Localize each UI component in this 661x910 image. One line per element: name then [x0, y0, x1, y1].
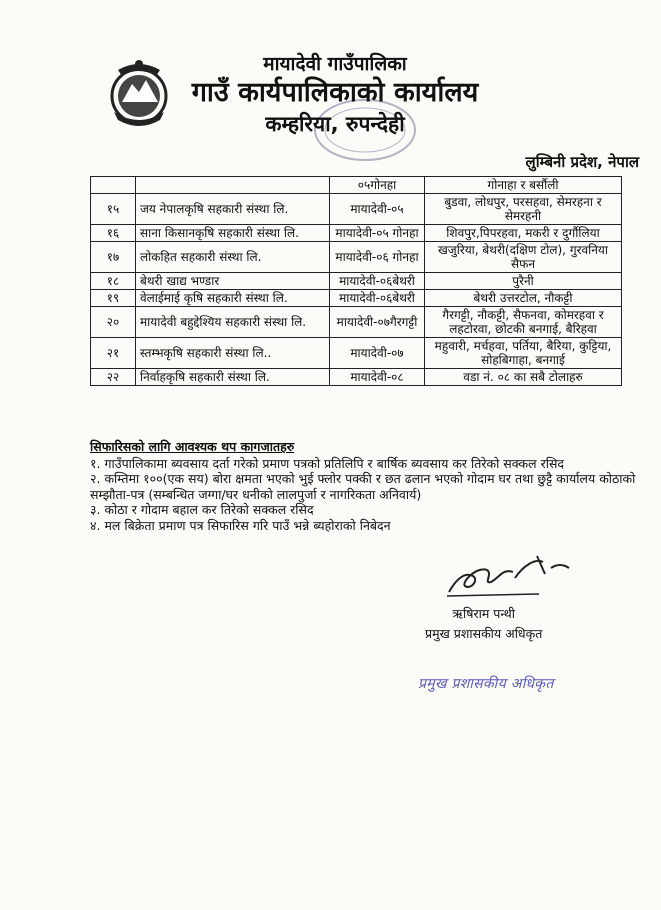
designation-stamp: प्रमुख प्रशासकीय अधिकृत	[418, 676, 554, 692]
required-documents	[90, 439, 650, 533]
nepal-government-emblem-icon	[104, 56, 174, 132]
document-item: २. कम्तिमा १००(एक सय) बोरा क्षमता भएको भुई फ्लोर पक्की र छत ढलान भएको गोदाम घर तथा छुट्टै कार्यालय कोठाको सम्झौता-पत्र (सम्बन्धित जग्गा/घर धनीको लालपुर्जा र नागरिकता अनिवार्य)	[90, 471, 636, 502]
name-cell: मायादेवी बहुद्देश्यिय सहकारी संस्था लि.	[136, 307, 330, 338]
name-cell: साना किसानकृषि सहकारी संस्था लि.	[136, 225, 330, 242]
address-cell: मायादेवी-०६बेथरी	[330, 290, 425, 307]
area-cell: शिवपुर,पिपरहवा, मकरी र दुर्गौलिया	[425, 225, 622, 242]
address-cell: मायादेवी-०७	[330, 338, 425, 369]
table-row	[91, 369, 622, 386]
area-cell: खजुरिया, बेथरी(दक्षिण टोल), गुरवनिया सैफन	[425, 242, 622, 273]
signature-icon	[443, 548, 573, 600]
serial-cell: २०	[91, 307, 136, 338]
address-cell: मायादेवी-०५ गोनहा	[330, 225, 425, 242]
serial-cell: २१	[91, 338, 136, 369]
address-cell: मायादेवी-०६बेथरी	[330, 273, 425, 290]
table-row	[91, 290, 622, 307]
serial-cell: १६	[91, 225, 136, 242]
table-row	[91, 177, 622, 194]
officer-title: प्रमुख प्रशासकीय अधिकृत	[425, 626, 543, 641]
table-row	[91, 307, 622, 338]
serial-cell: १९	[91, 290, 136, 307]
serial-cell: १८	[91, 273, 136, 290]
document-item: ३. कोठा र गोदाम बहाल कर तिरेको सक्कल रसिद	[90, 502, 314, 517]
document-item: १. गाउँपालिकामा ब्यवसाय दर्ता गरेको प्रमाण पत्रको प्रतिलिपि र बार्षिक ब्यवसाय कर तिरेको सक्कल रसिद	[90, 455, 565, 471]
document-item: ४. मल बिक्रेता प्रमाण पत्र सिफारिस गरि पाउँ भन्ने ब्यहोराको निबेदन	[90, 517, 391, 533]
name-cell: स्तम्भकृषि सहकारी संस्था लि..	[136, 338, 330, 369]
office-location: कम्हरिया, रुपन्देही	[265, 112, 405, 136]
address-cell: मायादेवी-०८	[330, 369, 425, 386]
table-row	[91, 242, 622, 273]
name-cell	[136, 177, 330, 194]
officer-name: ऋषिराम पन्थी	[452, 606, 515, 621]
name-cell: निर्वाहकृषि सहकारी संस्था लि.	[136, 369, 330, 386]
province-label: लुम्बिनी प्रदेश, नेपाल	[525, 153, 639, 171]
serial-cell: १७	[91, 242, 136, 273]
name-cell: जय नेपालकृषि सहकारी संस्था लि.	[136, 194, 330, 225]
serial-cell: १५	[91, 194, 136, 225]
table-row	[91, 338, 622, 369]
name-cell: बेथरी खाद्य भण्डार	[136, 273, 330, 290]
area-cell: बुडवा, लोधपुर, परसहवा, सेमरहना र सेमरहनी	[425, 194, 622, 225]
area-cell: महुवारी, मर्चहवा, पर्तिया, बैरिया, कुट्टिया, सोहबिगाहा, बनगाई	[425, 338, 622, 369]
area-cell: पुरैनी	[425, 273, 622, 290]
table-row	[91, 225, 622, 242]
office-name: गाउँ कार्यपालिकाको कार्यालय	[191, 77, 479, 108]
area-cell: गोनाहा र बर्सौली	[425, 177, 622, 194]
table-row	[91, 194, 622, 225]
area-cell: गैरगट्टी, नौकट्टी, सैफनवा, कोमरहवा र लहटोरवा, छोटकी बनगाई, बैरिहवा	[425, 307, 622, 338]
area-cell: बेथरी उत्तरटोल, नौकट्टी	[425, 290, 622, 307]
letterhead	[175, 52, 495, 138]
address-cell: मायादेवी-०५	[330, 194, 425, 225]
serial-cell: २२	[91, 369, 136, 386]
cooperative-table	[90, 176, 622, 386]
address-cell: मायादेवी-०७गैरगट्टी	[330, 307, 425, 338]
name-cell: वेलाईमाई कृषि सहकारी संस्था लि.	[136, 290, 330, 307]
table-row	[91, 273, 622, 290]
documents-heading: सिफारिसको लागि आवश्यक थप कागजातहरु	[90, 439, 295, 454]
address-cell: मायादेवी-०६ गोनहा	[330, 242, 425, 273]
address-cell: ०५गोनहा	[330, 177, 425, 194]
name-cell: लोकहित सहकारी संस्था लि.	[136, 242, 330, 273]
serial-cell	[91, 177, 136, 194]
municipality-name: मायादेवी गाउँपालिका	[263, 53, 407, 75]
area-cell: वडा नं. ०८ का सबै टोलाहरु	[425, 369, 622, 386]
officer-block	[425, 604, 542, 644]
